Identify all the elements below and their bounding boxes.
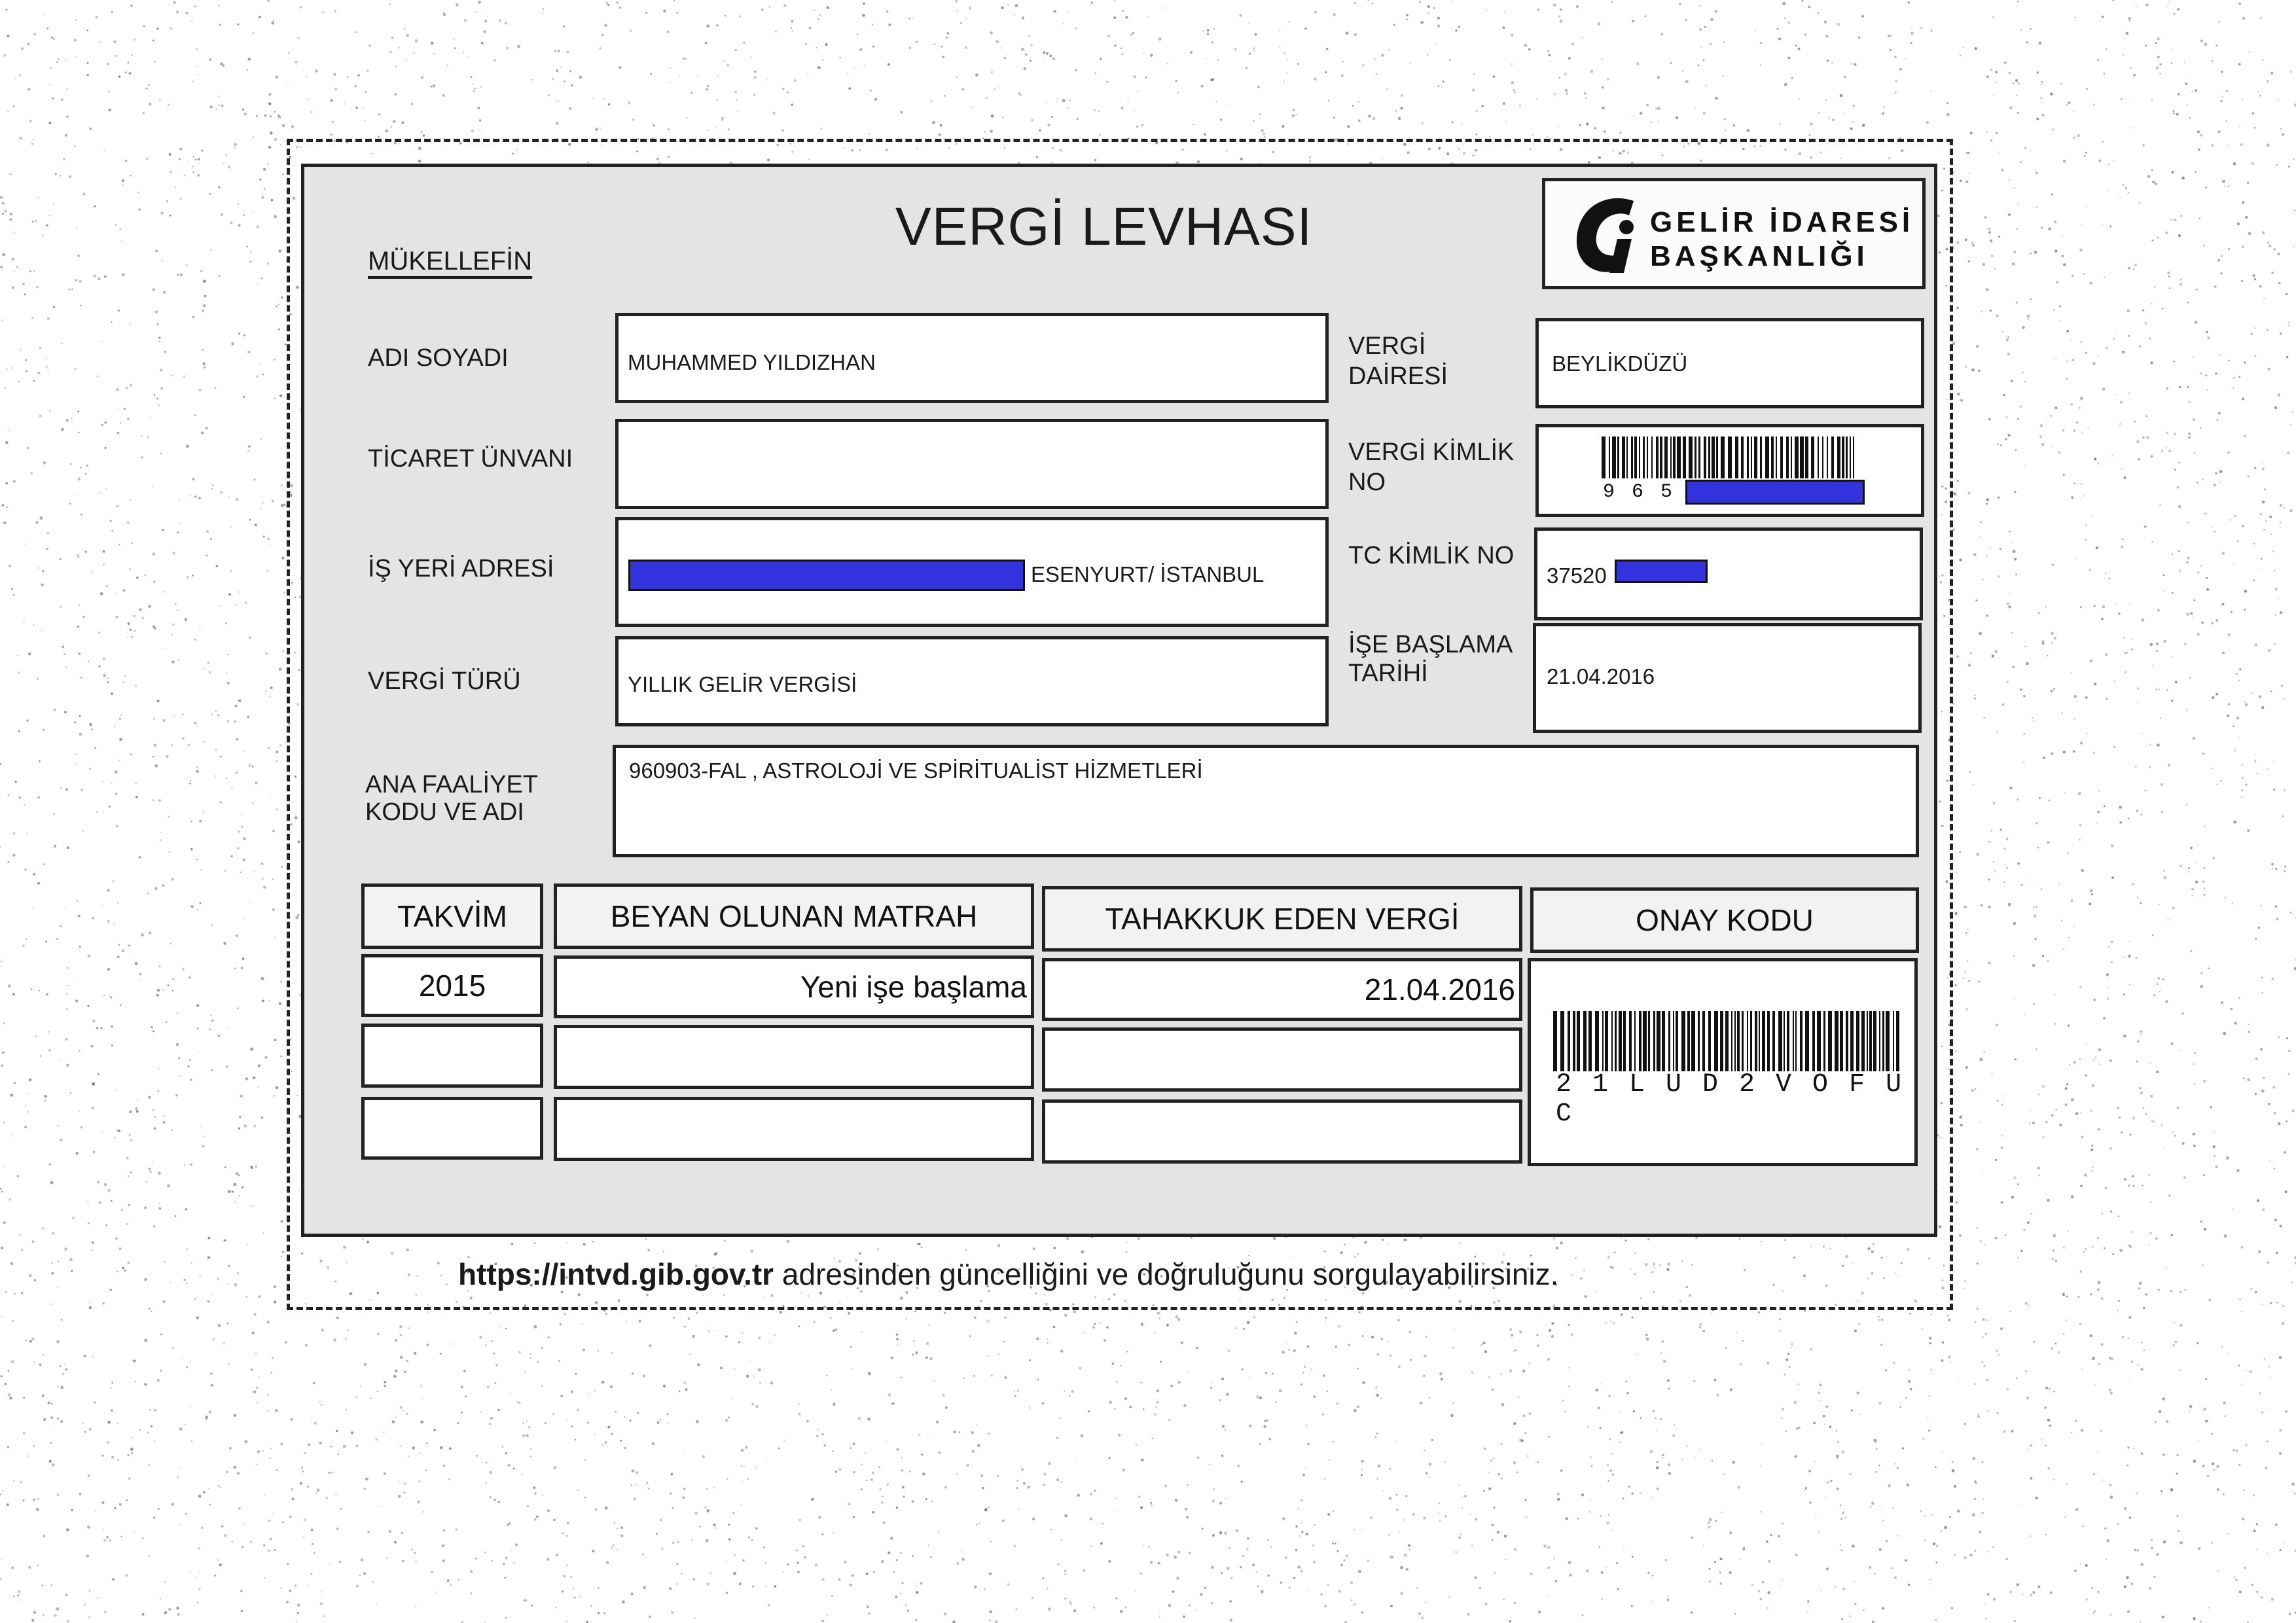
label-adi-soyadi: ADI SOYADI <box>368 344 509 372</box>
logo-line2: BAŞKANLIĞI <box>1650 240 1869 272</box>
gib-logo-icon <box>1571 193 1643 278</box>
footer-text: adresinden güncelliğini ve doğruluğunu sorgulayabilirsiniz. <box>774 1257 1559 1291</box>
table-row-3-takvim <box>361 1097 543 1160</box>
label-ise-baslama-line2: TARİHİ <box>1348 660 1428 687</box>
table-header-vergi: TAHAKKUK EDEN VERGİ <box>1042 886 1522 952</box>
field-is-yeri-adresi <box>615 517 1329 627</box>
onay-kodu-cell <box>1528 958 1918 1166</box>
table-row-1-matrah: Yeni işe başlama <box>554 955 1034 1018</box>
redaction-bar <box>628 560 1025 591</box>
table-header-matrah: BEYAN OLUNAN MATRAH <box>554 883 1034 949</box>
value-is-yeri-adresi: ESENYURT/ İSTANBUL <box>1031 562 1265 586</box>
label-vergi-kimlik-line1: VERGİ KİMLİK <box>1348 438 1515 466</box>
table-row-1-vergi: 21.04.2016 <box>1042 958 1522 1021</box>
value-ana-faaliyet: 960903-FAL , ASTROLOJİ VE SPİRİTUALİST HİZMETLERİ <box>629 758 1203 783</box>
onay-kodu-barcode <box>1553 1011 1903 1071</box>
label-vergi-turu: VERGİ TÜRÜ <box>368 668 521 695</box>
table-row-2-takvim <box>361 1024 543 1088</box>
value-vergi-kimlik-prefix: 9 6 5 <box>1603 481 1676 503</box>
label-ise-baslama-line1: İŞE BAŞLAMA <box>1348 631 1513 658</box>
label-ana-faaliyet-line1: ANA FAALİYET <box>365 771 538 798</box>
label-vergi-dairesi-line2: DAİRESİ <box>1348 363 1448 390</box>
table-row-2-matrah <box>554 1025 1034 1089</box>
label-is-yeri-adresi: İŞ YERİ ADRESİ <box>368 555 554 582</box>
label-tc-kimlik-no: TC KİMLİK NO <box>1348 542 1515 569</box>
onay-kodu-text: 2 1 L U D 2 V O F U C <box>1556 1070 1905 1129</box>
logo-line1: GELİR İDARESİ <box>1650 206 1914 238</box>
field-ise-baslama <box>1533 623 1922 733</box>
value-ise-baslama: 21.04.2016 <box>1547 664 1655 688</box>
label-ticaret-unvani: TİCARET ÜNVANI <box>368 445 573 473</box>
subtitle-mukellefin: MÜKELLEFİN <box>368 247 533 276</box>
field-ticaret-unvani <box>615 419 1329 509</box>
value-vergi-turu: YILLIK GELİR VERGİSİ <box>628 672 857 696</box>
field-ana-faaliyet <box>613 745 1919 857</box>
redaction-bar <box>1685 480 1865 505</box>
field-vergi-dairesi <box>1535 318 1924 408</box>
value-tc-kimlik-prefix: 37520 <box>1547 563 1607 588</box>
footer-url[interactable]: https://intvd.gib.gov.tr <box>458 1257 774 1291</box>
table-header-onay-kodu: ONAY KODU <box>1530 887 1919 953</box>
table-row-1-takvim: 2015 <box>361 954 543 1017</box>
table-row-3-matrah <box>554 1097 1034 1161</box>
vkn-barcode <box>1602 437 1857 478</box>
label-vergi-dairesi-line1: VERGİ <box>1348 332 1426 360</box>
field-vergi-turu <box>615 636 1329 726</box>
table-header-takvim: TAKVİM <box>361 883 543 949</box>
table-row-3-vergi <box>1042 1099 1522 1164</box>
value-vergi-dairesi: BEYLİKDÜZÜ <box>1552 351 1688 376</box>
gib-logo <box>1542 178 1926 289</box>
label-vergi-kimlik-line2: NO <box>1348 469 1386 496</box>
table-row-2-vergi <box>1042 1027 1522 1092</box>
field-vergi-kimlik-no <box>1535 424 1924 517</box>
value-adi-soyadi: MUHAMMED YILDIZHAN <box>628 350 876 374</box>
label-ana-faaliyet-line2: KODU VE ADI <box>365 798 524 826</box>
field-tc-kimlik-no <box>1534 527 1923 620</box>
redaction-bar <box>1615 560 1708 583</box>
field-adi-soyadi <box>615 313 1329 403</box>
footer-verification-note <box>458 1257 1558 1292</box>
document-title: VERGİ LEVHASI <box>895 197 1313 257</box>
